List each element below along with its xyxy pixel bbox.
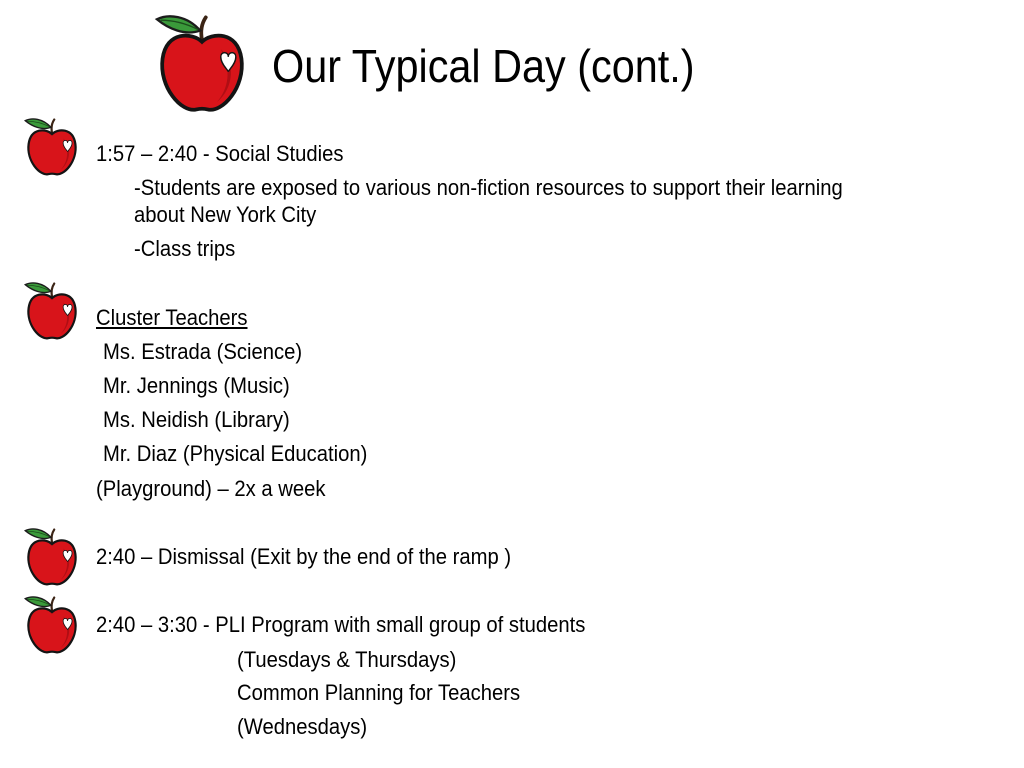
slide-title: Our Typical Day (cont.) [272, 40, 695, 92]
detail-line: -Students are exposed to various non-fiction resources to support their learning [134, 175, 843, 200]
cluster-teachers-heading: Cluster Teachers [96, 305, 248, 330]
detail-line: about New York City [134, 202, 317, 227]
schedule-item-dismissal: 2:40 – Dismissal (Exit by the end of the ramp ) [96, 544, 512, 569]
detail-line: -Class trips [134, 236, 236, 261]
apple-icon [154, 8, 250, 116]
teacher-item: Mr. Diaz (Physical Education) [103, 441, 368, 466]
detail-line: (Tuesdays & Thursdays) [237, 647, 457, 672]
teacher-item: Mr. Jennings (Music) [103, 373, 290, 398]
detail-line: (Wednesdays) [237, 714, 368, 739]
apple-icon [24, 524, 80, 588]
schedule-item-pli-program: 2:40 – 3:30 - PLI Program with small group of students [96, 612, 586, 637]
teacher-item: Ms. Neidish (Library) [103, 407, 290, 432]
teacher-item: Ms. Estrada (Science) [103, 339, 303, 364]
schedule-item-social-studies: 1:57 – 2:40 - Social Studies [96, 141, 344, 166]
detail-line: Common Planning for Teachers [237, 680, 521, 705]
apple-icon [24, 592, 80, 656]
apple-icon [24, 278, 80, 342]
apple-icon [24, 114, 80, 178]
teacher-item: (Playground) – 2x a week [96, 476, 326, 501]
